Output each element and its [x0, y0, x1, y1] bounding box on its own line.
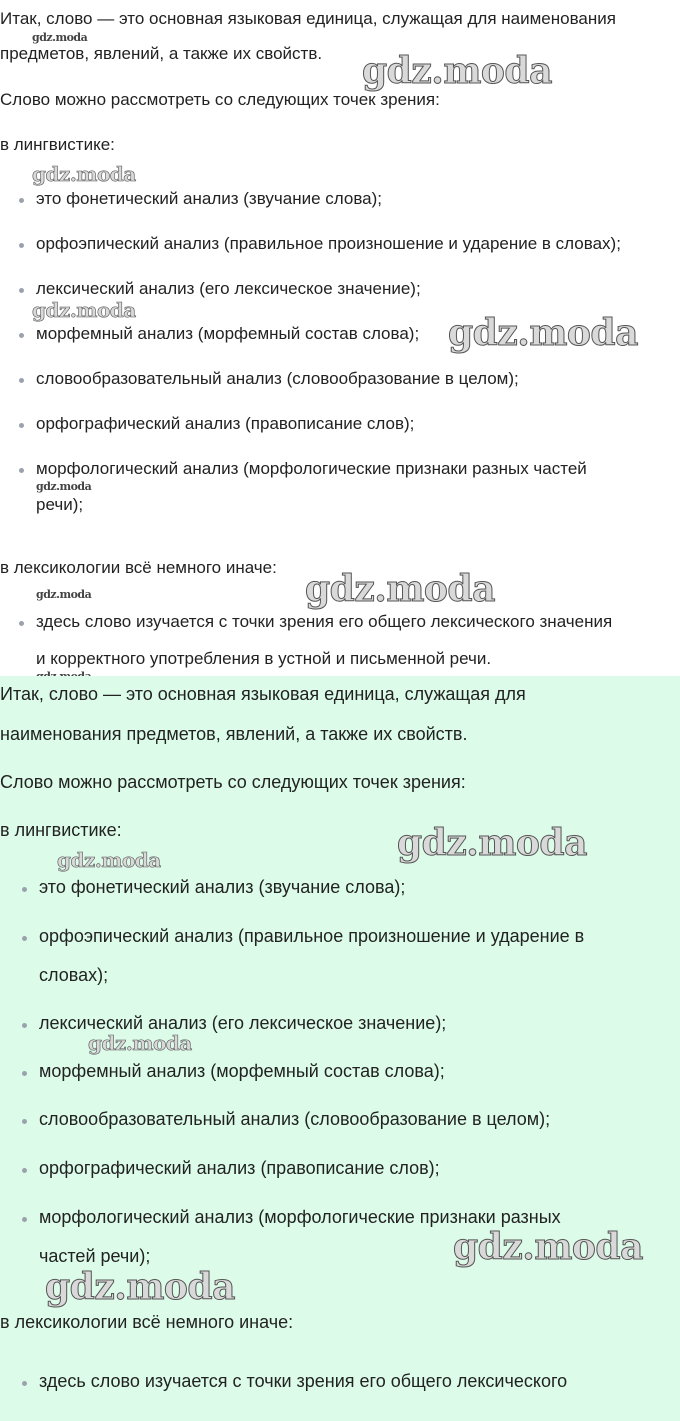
- watermark-logo: gdz.moda: [32, 298, 136, 322]
- list-item: это фонетический анализ (звучание слова);: [39, 877, 406, 897]
- linguistics-heading: в лингвистике:: [0, 820, 122, 840]
- list-item-continuation: словах);: [39, 965, 109, 985]
- watermark-logo: gdz.moda: [305, 568, 495, 610]
- watermark-logo: gdz.moda: [45, 1266, 235, 1308]
- viewpoints-line: Слово можно рассмотреть со следующих точек зрения:: [0, 772, 466, 792]
- watermark-logo: gdz.moda: [32, 31, 88, 44]
- intro-line-1: Итак, слово — это основная языковая единица, служащая для: [0, 684, 526, 704]
- list-item: орфоэпический анализ (правильное произношение и ударение в: [39, 926, 585, 946]
- watermark-logo: gdz.moda: [453, 1226, 643, 1268]
- list-item: словообразовательный анализ (словообразование в целом);: [39, 1109, 551, 1129]
- watermark-logo: gdz.moda: [36, 588, 92, 601]
- list-item: морфологический анализ (морфологические признаки разных: [39, 1207, 561, 1227]
- list-item: морфемный анализ (морфемный состав слова);: [36, 324, 420, 343]
- reformatted-text-block: [0, 676, 680, 1421]
- list-item: словообразовательный анализ (словообразование в целом);: [36, 369, 519, 388]
- watermark-logo: gdz.moda: [57, 848, 161, 872]
- lexicology-heading: в лексикологии всё немного иначе:: [0, 1312, 294, 1332]
- list-item-continuation: и корректного употребления в устной и письменной речи.: [36, 649, 492, 668]
- watermark-logo: gdz.moda: [397, 822, 587, 864]
- viewpoints-line: Слово можно рассмотреть со следующих точек зрения:: [0, 90, 440, 109]
- list-item: морфемный анализ (морфемный состав слова);: [39, 1061, 445, 1081]
- list-item-continuation: речи);: [36, 495, 84, 514]
- watermark-logo: gdz.moda: [32, 162, 136, 186]
- list-item: это фонетический анализ (звучание слова);: [36, 189, 383, 208]
- list-item: орфографический анализ (правописание слов);: [39, 1158, 440, 1178]
- list-item: здесь слово изучается с точки зрения его общего лексического: [39, 1371, 568, 1391]
- lexicology-heading: в лексикологии всё немного иначе:: [0, 558, 277, 577]
- intro-line-2: предметов, явлений, а также их свойств.: [0, 44, 323, 63]
- intro-line-2: наименования предметов, явлений, а также их свойств.: [0, 724, 468, 744]
- list-item: орфоэпический анализ (правильное произношение и ударение в словах);: [36, 234, 621, 253]
- list-item: орфографический анализ (правописание слов);: [36, 414, 415, 433]
- list-item: лексический анализ (его лексическое значение);: [36, 279, 421, 298]
- original-text-block: [0, 0, 680, 676]
- linguistics-heading: в лингвистике:: [0, 135, 115, 154]
- watermark-logo: gdz.moda: [36, 480, 92, 493]
- list-item-continuation: частей речи);: [39, 1246, 151, 1266]
- list-item: морфологический анализ (морфологические признаки разных частей: [36, 459, 587, 478]
- intro-line-1: Итак, слово — это основная языковая единица, служащая для наименования: [0, 9, 616, 28]
- watermark-logo: gdz.moda: [88, 1031, 192, 1055]
- list-item: здесь слово изучается с точки зрения его общего лексического значения: [36, 612, 613, 631]
- watermark-logo: gdz.moda: [362, 50, 552, 92]
- watermark-logo: gdz.moda: [448, 312, 638, 354]
- list-item: лексический анализ (его лексическое значение);: [39, 1013, 447, 1033]
